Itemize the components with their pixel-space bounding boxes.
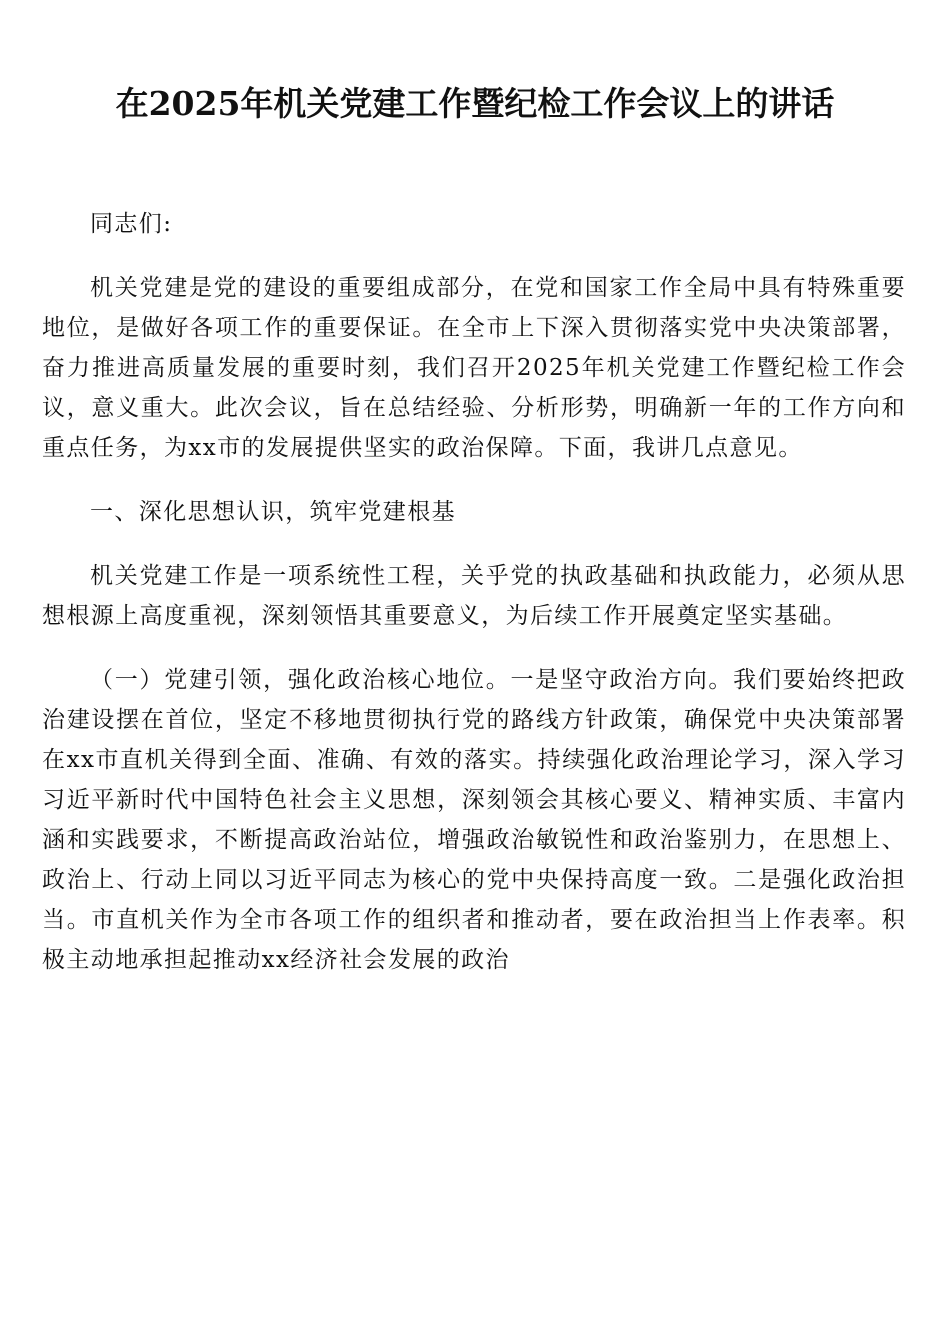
salutation: 同志们:: [90, 211, 173, 237]
paragraph-intro: 机关党建是党的建设的重要组成部分，在党和国家工作全局中具有特殊重要地位，是做好各项工作的重要保证。在全市上下深入贯彻落实党中央决策部署，奋力推进高质量发展的重要时刻，我们召开2025年机关党建工作暨纪检工作会议，意义重大。此次会议，旨在总结经验、分析形势，明确新一年的工作方向和重点任务，为xx市的发展提供坚实的政治保障。下面，我讲几点意见。: [42, 275, 906, 461]
document-title: 在2025年机关党建工作暨纪检工作会议上的讲话: [115, 84, 835, 123]
paragraph-section-intro: 机关党建工作是一项系统性工程，关乎党的执政基础和执政能力，必须从思想根源上高度重视，深刻领悟其重要意义，为后续工作开展奠定坚实基础。: [42, 563, 906, 629]
section-heading: 一、深化思想认识，筑牢党建根基: [90, 499, 456, 525]
paragraph-subsection-1: （一）党建引领，强化政治核心地位。一是坚守政治方向。我们要始终把政治建设摆在首位，坚定不移地贯彻执行党的路线方针政策，确保党中央决策部署在xx市直机关得到全面、准确、有效的落实。持续强化政治理论学习，深入学习习近平新时代中国特色社会主义思想，深刻领会其核心要义、精神实质、丰富内涵和实践要求，不断提高政治站位，增强政治敏锐性和政治鉴别力，在思想上、政治上、行动上同以习近平同志为核心的党中央保持高度一致。二是强化政治担当。市直机关作为全市各项工作的组织者和推动者，要在政治担当上作表率。积极主动地承担起推动xx经济社会发展的政治: [42, 667, 906, 973]
document-body: [42, 204, 906, 1004]
